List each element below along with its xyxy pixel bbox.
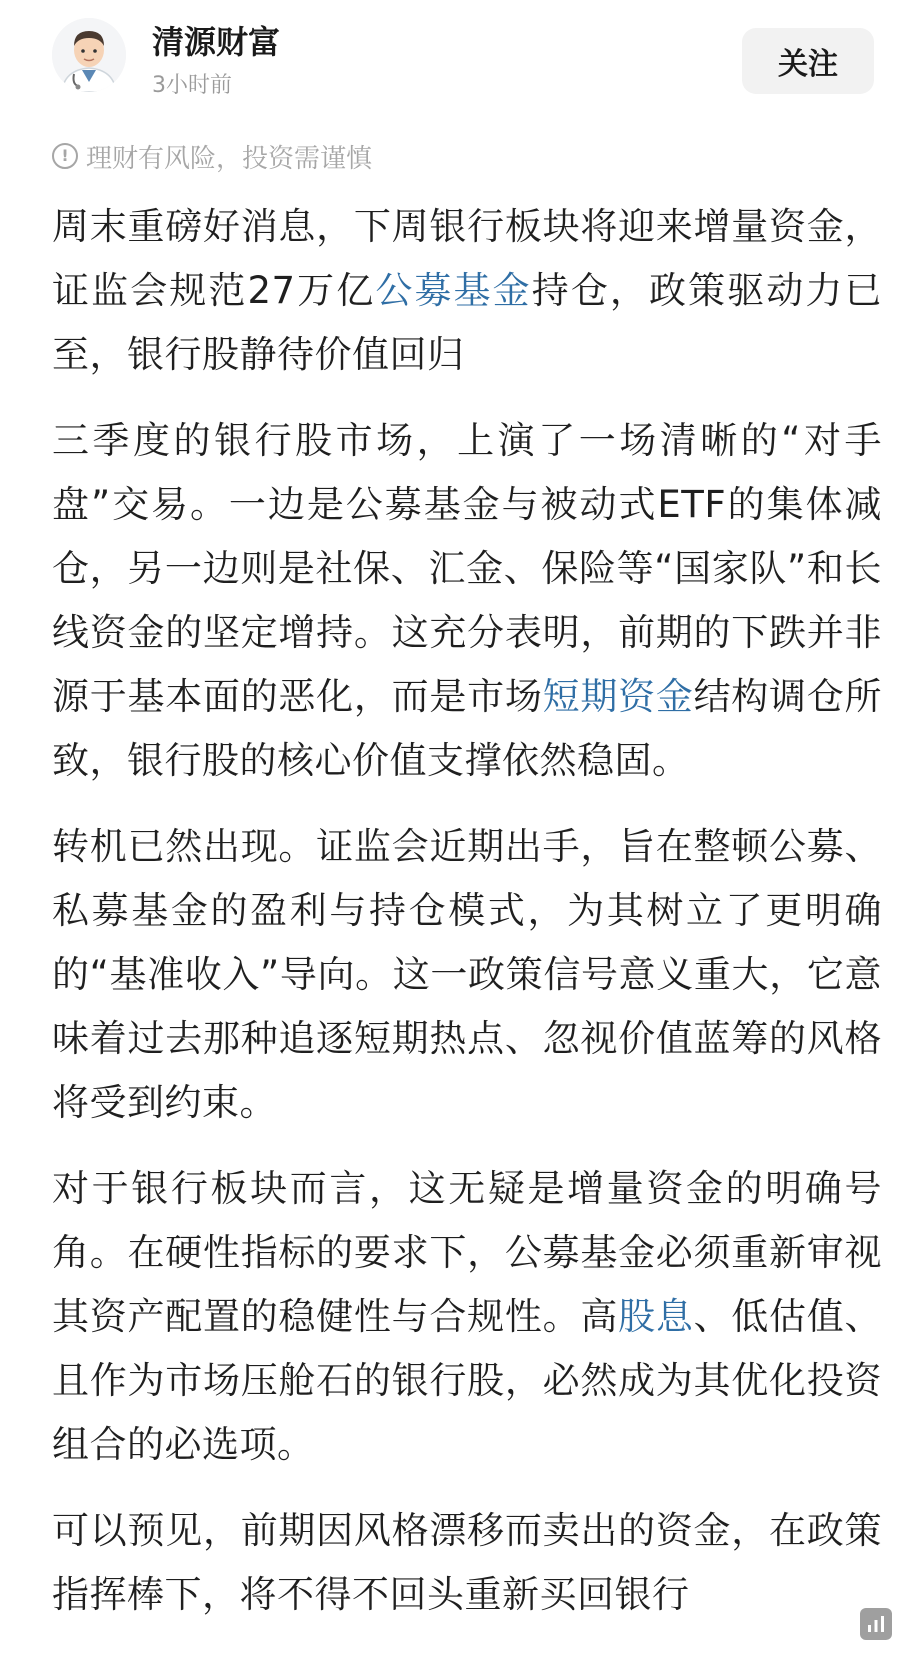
article-paragraph-2 bbox=[52, 409, 882, 793]
paragraph-text: 持仓，政策驱动力已至，银行股静待价值回归 bbox=[52, 269, 882, 376]
article-paragraph-3 bbox=[52, 815, 882, 1135]
paragraph-text: 结构调仓所致，银行股的核心价值支撑依然稳固。 bbox=[52, 675, 883, 782]
link-short-term-funds[interactable]: 短期资金 bbox=[542, 675, 694, 718]
paragraph-text: 可以预见，前期因风格漂移而卖出的资金，在政策指挥棒下，将不得不回头重新买回银行 bbox=[52, 1509, 882, 1616]
watermark-logo-icon bbox=[860, 1608, 892, 1640]
post-time: 3小时前 bbox=[152, 73, 232, 98]
paragraph-text: 对于银行板块而言，这无疑是增量资金的明确号角。在硬性指标的要求下，公募基金必须重新审视其资产配置的稳健性与合规性。高 bbox=[52, 1167, 882, 1338]
watermark bbox=[860, 1604, 896, 1644]
follow-button[interactable]: 关注 bbox=[742, 28, 874, 94]
paragraph-text: 、低估值、且作为市场压舱石的银行股，必然成为其优化投资组合的必选项。 bbox=[52, 1295, 883, 1466]
post-header bbox=[0, 0, 920, 130]
risk-notice-text: 理财有风险，投资需谨慎 bbox=[86, 143, 373, 174]
author-avatar[interactable] bbox=[52, 18, 126, 92]
paragraph-text: 转机已然出现。证监会近期出手，旨在整顿公募、私募基金的盈利与持仓模式，为其树立了更明确的“基准收入”导向。这一政策信号意义重大，它意味着过去那种追逐短期热点、忽视价值蓝筹的风格将受到约束。 bbox=[52, 825, 882, 1124]
link-public-fund[interactable]: 公募基金 bbox=[375, 269, 532, 312]
article-paragraph-4 bbox=[52, 1157, 882, 1477]
author-name[interactable]: 清源财富 bbox=[152, 23, 281, 61]
article-body bbox=[52, 195, 882, 1649]
paragraph-text: 三季度的银行股市场，上演了一场清晰的“对手盘”交易。一边是公募基金与被动式ETF的集体减仓，另一边则是社保、汇金、保险等“国家队”和长线资金的坚定增持。这充分表明，前期的下跌并非源于基本面的恶化，而是市场 bbox=[52, 419, 882, 718]
risk-notice bbox=[52, 138, 372, 174]
article-paragraph-1 bbox=[52, 195, 882, 387]
paragraph-text: 周末重磅好消息，下周银行板块将迎来增量资金，证监会规范27万亿 bbox=[52, 205, 882, 312]
article-paragraph-5 bbox=[52, 1499, 882, 1627]
info-circle-icon: ! bbox=[52, 143, 78, 169]
link-dividend[interactable]: 股息 bbox=[618, 1295, 694, 1338]
doctor-avatar-icon bbox=[52, 18, 126, 92]
